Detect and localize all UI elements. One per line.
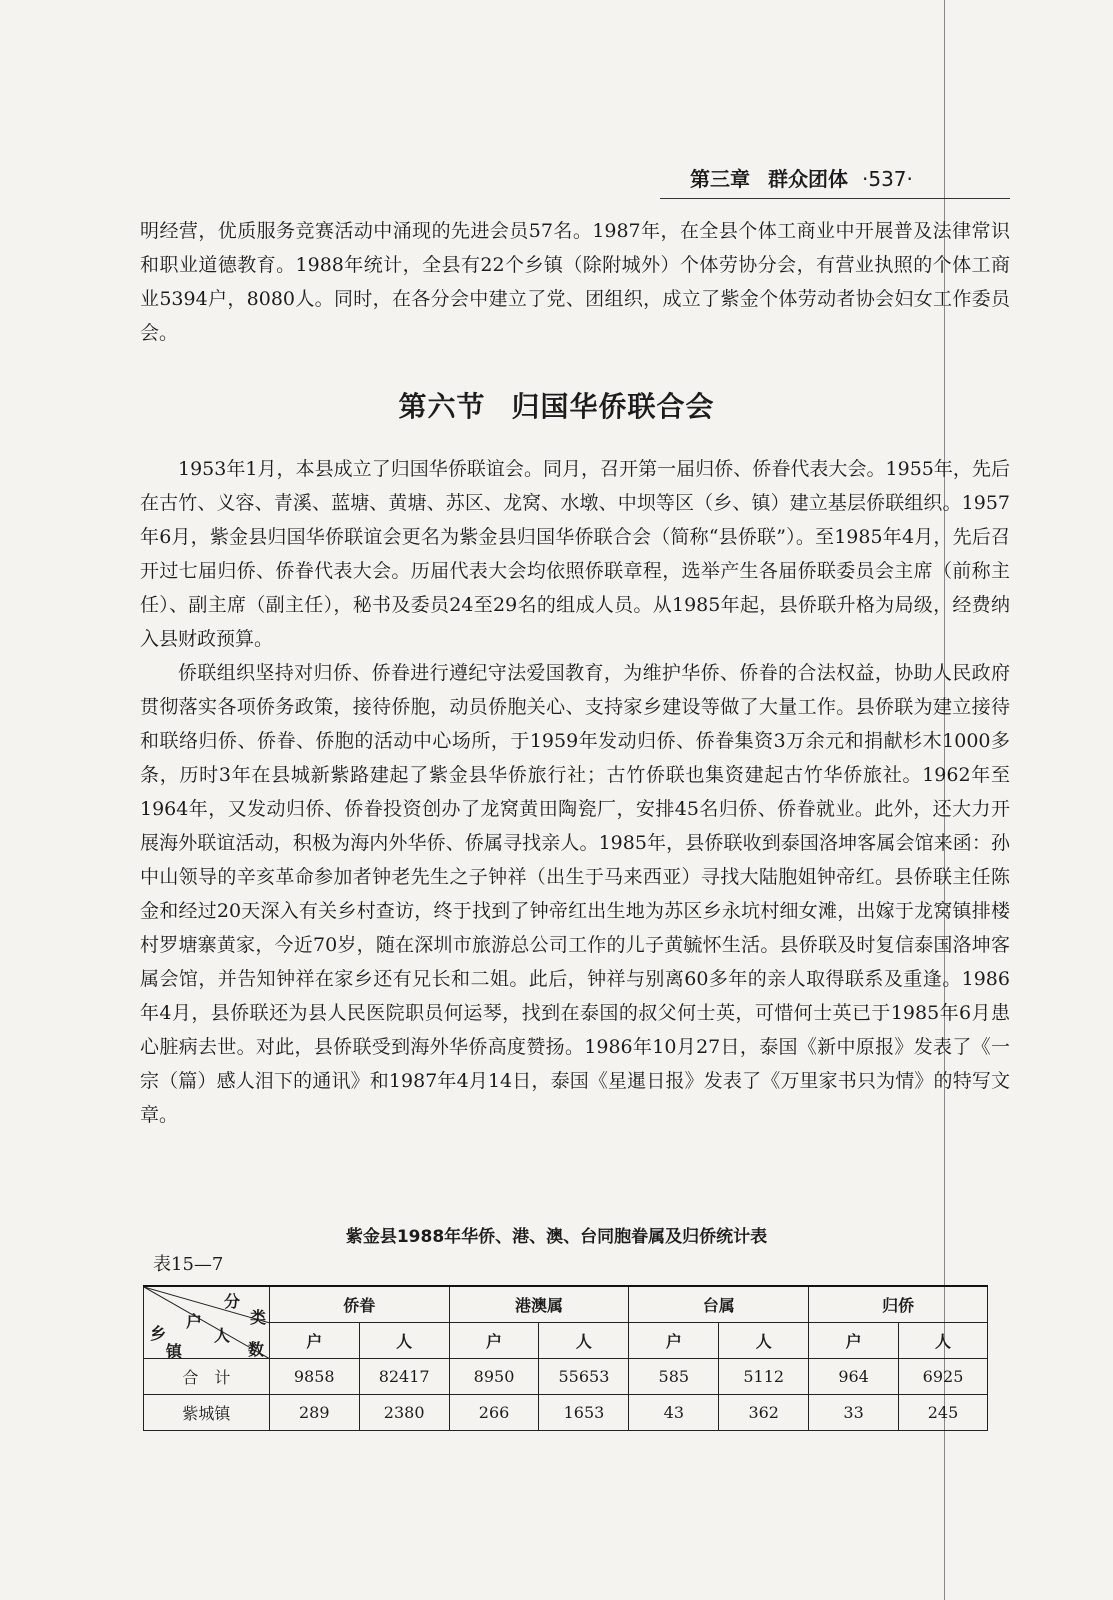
table-cell: 289 xyxy=(269,1395,359,1431)
table-header-row xyxy=(144,1286,988,1323)
table-cell: 2380 xyxy=(359,1395,449,1431)
row-name: 合 计 xyxy=(144,1359,270,1395)
section-title xyxy=(0,385,1113,425)
table-subheader-row xyxy=(144,1323,988,1359)
row-name: 紫城镇 xyxy=(144,1395,270,1431)
table-cell: 82417 xyxy=(359,1359,449,1395)
table-cell: 1653 xyxy=(539,1395,629,1431)
table-row xyxy=(144,1359,988,1395)
subheader-households: 户 xyxy=(269,1323,359,1359)
subheader-households: 户 xyxy=(449,1323,539,1359)
section-number: 第六节 xyxy=(398,390,486,423)
table-cell: 245 xyxy=(899,1395,988,1431)
subheader-persons: 人 xyxy=(359,1323,449,1359)
table-cell: 33 xyxy=(809,1395,899,1431)
table-caption: 紫金县1988年华侨、港、澳、台同胞眷属及归侨统计表 xyxy=(345,1227,768,1247)
subheader-households: 户 xyxy=(809,1323,899,1359)
table-cell: 6925 xyxy=(899,1359,988,1395)
table-cell: 55653 xyxy=(539,1359,629,1395)
statistics-table xyxy=(143,1285,988,1431)
group-header: 港澳属 xyxy=(449,1286,629,1323)
table-cell: 8950 xyxy=(449,1359,539,1395)
paragraph-history: 1953年1月，本县成立了归国华侨联谊会。同月，召开第一届归侨、侨眷代表大会。1955年，先后在古竹、义容、青溪、蓝塘、黄塘、苏区、龙窝、水墩、中坝等区（乡、镇）建立基层侨联组织。1957年6月，紫金县归国华侨联谊会更名为紫金县归国华侨联合会（简称“县侨联”）。至1985年4月，先后召开过七届归侨、侨眷代表大会。历届代表大会均依照侨联章程，选举产生各届侨联委员会主席（前称主任）、副主席（副主任），秘书及委员24至29名的组成人员。从1985年起，县侨联升格为局级，经费纳入县财政预算。 xyxy=(140,458,1010,650)
table-cell: 266 xyxy=(449,1395,539,1431)
table-cell: 362 xyxy=(719,1395,809,1431)
chapter-section-label: 群众团体 xyxy=(768,167,848,191)
paragraph-continuation: 明经营，优质服务竞赛活动中涌现的先进会员57名。1987年，在全县个体工商业中开展普及法律常识和职业道德教育。1988年统计，全县有22个乡镇（除附城外）个体劳协分会，有营业执照的个体工商业5394户，8080人。同时，在各分会中建立了党、团组织，成立了紫金个体劳动者协会妇女工作委员会。 xyxy=(140,220,1010,344)
group-header: 归侨 xyxy=(809,1286,988,1323)
corner-label-lei: 类 xyxy=(250,1308,267,1327)
corner-label-zhen: 镇 xyxy=(166,1342,183,1361)
group-header: 侨眷 xyxy=(269,1286,449,1323)
table-cell: 43 xyxy=(629,1395,719,1431)
subheader-households: 户 xyxy=(629,1323,719,1359)
page-number: ·537· xyxy=(862,167,913,191)
group-header: 台属 xyxy=(629,1286,809,1323)
running-header xyxy=(690,163,1010,192)
corner-label-fen: 分 xyxy=(224,1292,241,1311)
corner-label-xiang: 乡 xyxy=(150,1324,167,1343)
table-row xyxy=(144,1395,988,1431)
chapter-label: 第三章 xyxy=(690,167,750,191)
table-cell: 964 xyxy=(809,1359,899,1395)
paragraph-activities: 侨联组织坚持对归侨、侨眷进行遵纪守法爱国教育，为维护华侨、侨眷的合法权益，协助人民政府贯彻落实各项侨务政策，接待侨胞，动员侨胞关心、支持家乡建设等做了大量工作。县侨联为建立接待和联络归侨、侨眷、侨胞的活动中心场所，于1959年发动归侨、侨眷集资3万余元和捐献杉木1000多条，历时3年在县城新紫路建起了紫金县华侨旅行社；古竹侨联也集资建起古竹华侨旅社。1962年至1964年，又发动归侨、侨眷投资创办了龙窝黄田陶瓷厂，安排45名归侨、侨眷就业。此外，还大力开展海外联谊活动，积极为海内外华侨、侨属寻找亲人。1985年，县侨联收到泰国洛坤客属会馆来函：孙中山领导的辛亥革命参加者钟老先生之子钟祥（出生于马来西亚）寻找大陆胞姐钟帝红。县侨联主任陈金和经过20天深入有关乡村查访，终于找到了钟帝红出生地为苏区乡永坑村细女滩，出嫁于龙窝镇排楼村罗塘寨黄家，今近70岁，随在深圳市旅游总公司工作的儿子黄毓怀生活。县侨联及时复信泰国洛坤客属会馆，并告知钟祥在家乡还有兄长和二姐。此后，钟祥与别离60多年的亲人取得联系及重逢。1986年4月，县侨联还为县人民医院职员何运琴，找到在泰国的叔父何士英，可惜何士英已于1985年6月患心脏病去世。对此，县侨联受到海外华侨高度赞扬。1986年10月27日，泰国《新中原报》发表了《一宗（篇）感人泪下的通讯》和1987年4月14日，泰国《星暹日报》发表了《万里家书只为情》的特写文章。 xyxy=(140,662,1010,1126)
corner-label-ren: 人 xyxy=(214,1326,231,1345)
corner-label-hu: 户 xyxy=(186,1312,203,1331)
table-cell: 585 xyxy=(629,1359,719,1395)
header-rule xyxy=(660,198,1010,199)
subheader-persons: 人 xyxy=(539,1323,629,1359)
table-label: 表15—7 xyxy=(153,1254,224,1275)
table-cell: 9858 xyxy=(269,1359,359,1395)
corner-header-cell xyxy=(144,1286,270,1359)
section-name: 归国华侨联合会 xyxy=(511,390,715,423)
corner-label-shu: 数 xyxy=(248,1340,265,1359)
subheader-persons: 人 xyxy=(899,1323,988,1359)
subheader-persons: 人 xyxy=(719,1323,809,1359)
table-cell: 5112 xyxy=(719,1359,809,1395)
